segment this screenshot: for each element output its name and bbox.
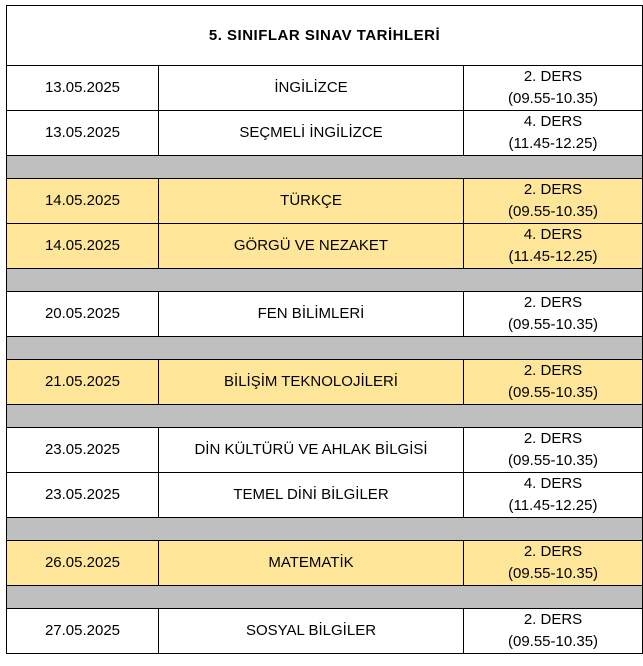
separator-row (7, 269, 643, 292)
exam-subject: FEN BİLİMLERİ (159, 292, 464, 337)
exam-subject: SEÇMELİ İNGİLİZCE (159, 111, 464, 156)
exam-subject: TÜRKÇE (159, 179, 464, 224)
exam-time-cell (464, 609, 643, 654)
separator-cell (7, 156, 643, 179)
exam-period: 2. DERS (523, 543, 583, 560)
exam-date: 13.05.2025 (7, 66, 159, 111)
exam-time-cell (464, 473, 643, 518)
separator-row (7, 586, 643, 609)
table-row (7, 292, 643, 337)
exam-date: 23.05.2025 (7, 428, 159, 473)
exam-time-cell (464, 360, 643, 405)
table-row (7, 609, 643, 654)
exam-subject: SOSYAL BİLGİLER (159, 609, 464, 654)
exam-period: 2. DERS (523, 430, 583, 447)
exam-time-range: (09.55-10.35) (507, 90, 599, 107)
exam-date: 14.05.2025 (7, 224, 159, 269)
separator-cell (7, 337, 643, 360)
exam-time-range: (11.45-12.25) (508, 135, 598, 152)
exam-period: 2. DERS (523, 68, 583, 85)
separator-cell (7, 586, 643, 609)
exam-time-range: (09.55-10.35) (507, 565, 599, 582)
exam-time-range: (11.45-12.25) (508, 497, 598, 514)
separator-cell (7, 518, 643, 541)
exam-period: 4. DERS (523, 226, 583, 243)
exam-period: 2. DERS (523, 294, 583, 311)
exam-time-range: (09.55-10.35) (507, 203, 599, 220)
exam-subject: BİLİŞİM TEKNOLOJİLERİ (159, 360, 464, 405)
separator-cell (7, 405, 643, 428)
table-row (7, 179, 643, 224)
exam-time-range: (11.45-12.25) (508, 248, 598, 265)
table-row (7, 473, 643, 518)
exam-subject: MATEMATİK (159, 541, 464, 586)
exam-period: 2. DERS (523, 362, 583, 379)
title-row (7, 6, 643, 66)
table-row (7, 66, 643, 111)
page-title: 5. SINIFLAR SINAV TARİHLERİ (7, 6, 643, 66)
exam-date: 26.05.2025 (7, 541, 159, 586)
exam-date: 20.05.2025 (7, 292, 159, 337)
exam-date: 21.05.2025 (7, 360, 159, 405)
table-row (7, 428, 643, 473)
exam-subject: GÖRGÜ VE NEZAKET (159, 224, 464, 269)
exam-subject: İNGİLİZCE (159, 66, 464, 111)
exam-time-range: (09.55-10.35) (507, 452, 599, 469)
exam-time-cell (464, 66, 643, 111)
table-row (7, 541, 643, 586)
exam-time-range: (09.55-10.35) (507, 316, 599, 333)
table-row (7, 360, 643, 405)
separator-row (7, 405, 643, 428)
exam-subject: TEMEL DİNİ BİLGİLER (159, 473, 464, 518)
table-row (7, 224, 643, 269)
separator-row (7, 518, 643, 541)
exam-schedule-table (6, 5, 643, 654)
exam-period: 4. DERS (523, 475, 583, 492)
exam-date: 14.05.2025 (7, 179, 159, 224)
exam-schedule (6, 5, 643, 654)
exam-time-cell (464, 224, 643, 269)
exam-time-cell (464, 428, 643, 473)
separator-row (7, 156, 643, 179)
exam-date: 27.05.2025 (7, 609, 159, 654)
exam-time-cell (464, 111, 643, 156)
separator-row (7, 337, 643, 360)
exam-time-cell (464, 179, 643, 224)
exam-time-cell (464, 292, 643, 337)
exam-period: 2. DERS (523, 611, 583, 628)
exam-date: 23.05.2025 (7, 473, 159, 518)
exam-date: 13.05.2025 (7, 111, 159, 156)
separator-cell (7, 269, 643, 292)
schedule-body (7, 6, 643, 654)
exam-time-cell (464, 541, 643, 586)
exam-period: 2. DERS (523, 181, 583, 198)
exam-period: 4. DERS (523, 113, 583, 130)
exam-time-range: (09.55-10.35) (507, 633, 599, 650)
table-row (7, 111, 643, 156)
exam-subject: DİN KÜLTÜRÜ VE AHLAK BİLGİSİ (159, 428, 464, 473)
exam-time-range: (09.55-10.35) (507, 384, 599, 401)
